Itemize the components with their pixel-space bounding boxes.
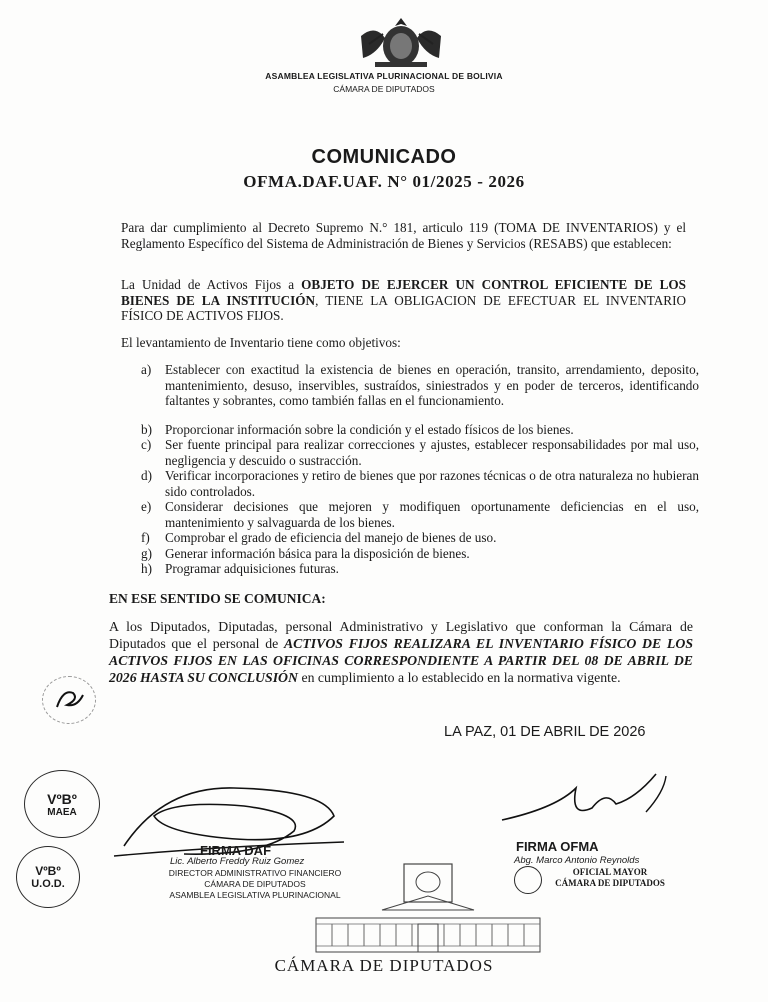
- objectives-intro: El levantamiento de Inventario tiene como objetivos:: [121, 335, 401, 350]
- ofma-role-line: CÁMARA DE DIPUTADOS: [555, 877, 665, 888]
- objective-item: [141, 468, 701, 499]
- obligation-paragraph: [121, 277, 686, 324]
- objective-item: [141, 499, 701, 530]
- objective-item: [141, 530, 701, 546]
- vobo-maea-mark: VºBº: [47, 790, 77, 807]
- daf-role-line: CÁMARA DE DIPUTADOS: [204, 879, 306, 889]
- objective-letter: d): [141, 468, 152, 483]
- objective-letter: e): [141, 499, 152, 514]
- objective-item: [141, 561, 701, 577]
- objective-text: Ser fuente principal para realizar correcciones y ajustes, establecer responsabilidades por mal uso, negligencia y descuido o sustracción.: [165, 437, 699, 468]
- daf-signature-label: FIRMA DAF: [200, 843, 272, 858]
- objective-text: Programar adquisiciones futuras.: [165, 561, 339, 576]
- intro-paragraph: Para dar cumplimiento al Decreto Supremo N.° 181, articulo 119 (TOMA DE INVENTARIOS) y el Reglamento Específico del Sistema de Administración de Bienes y Servicios (RESABS) que establecen:: [121, 220, 686, 251]
- objective-item: [141, 437, 701, 468]
- vobo-maea-stamp: [24, 770, 100, 838]
- objective-text: Generar información básica para la disposición de bienes.: [165, 546, 470, 561]
- obligation-bold: OBJETO DE EJERCER UN CONTROL EFICIENTE DE LOS BIENES DE LA INSTITUCIÓN: [121, 277, 687, 308]
- document-title: COMUNICADO: [311, 146, 457, 168]
- objective-text: Establecer con exactitud la existencia de bienes en operación, transito, arrendamiento, deposito, mantenimiento, desuso, inservibles, sustraídos, siniestrados y en poder de terceros, identificando faltantes y sobrantes, como también fallas en el funcionamiento.: [165, 362, 699, 408]
- announcement-prefix: A los Diputados, Diputadas, personal Administrativo y Legislativo que conforman la Cámara de Diputados que el personal de: [109, 619, 693, 651]
- assembly-name: ASAMBLEA LEGISLATIVA PLURINACIONAL DE BOLIVIA: [265, 71, 503, 81]
- daf-role-line: ASAMBLEA LEGISLATIVA PLURINACIONAL: [169, 890, 341, 900]
- objective-letter: b): [141, 422, 152, 437]
- objective-text: Proporcionar información sobre la condición y el estado físicos de los bienes.: [165, 422, 574, 437]
- document-date: LA PAZ, 01 DE ABRIL DE 2026: [444, 724, 646, 740]
- objective-letter: a): [141, 362, 152, 377]
- objective-letter: h): [141, 561, 152, 576]
- ofma-signature-label: FIRMA OFMA: [516, 839, 599, 854]
- coat-of-arms-icon: [355, 14, 447, 74]
- daf-signer-name: Lic. Alberto Freddy Ruiz Gomez: [170, 856, 305, 867]
- congress-building-icon: [312, 860, 544, 960]
- ofma-signer-role: [540, 867, 680, 888]
- obligation-prefix: La Unidad de Activos Fijos a: [121, 277, 302, 292]
- obligation-suffix: , TIENE LA OBLIGACION DE EFECTUAR EL INVENTARIO FÍSICO DE ACTIVOS FIJOS.: [121, 292, 686, 323]
- objective-text: Comprobar el grado de eficiencia del manejo de bienes de uso.: [165, 530, 497, 545]
- objective-item: [141, 422, 701, 438]
- objective-text: Considerar decisiones que mejoren y modifiquen oportunamente deficiencias en el uso, mantenimiento y salvaguarda de los bienes.: [165, 499, 699, 530]
- ofma-signer-name: Abg. Marco Antonio Reynolds: [514, 855, 640, 866]
- chamber-name: CÁMARA DE DIPUTADOS: [333, 84, 435, 94]
- document-code: OFMA.DAF.UAF. N° 01/2025 - 2026: [243, 172, 525, 191]
- objective-item: [141, 546, 701, 562]
- announcement-suffix: en cumplimiento a lo establecido en la normativa vigente.: [298, 670, 621, 685]
- announcement-bold: ACTIVOS FIJOS REALIZARA EL INVENTARIO FÍSICO DE LOS ACTIVOS FIJOS EN LAS OFICINAS CORRESPONDIENTE A PARTIR DEL 08 DE ABRIL DE 2026 HASTA SU CONCLUSIÓN: [109, 636, 693, 685]
- objective-item: [141, 362, 701, 409]
- vobo-maea-label: MAEA: [47, 806, 77, 818]
- handwritten-initials-icon: [49, 685, 89, 715]
- objective-letter: g): [141, 546, 152, 561]
- vobo-uod-mark: VºBº: [35, 864, 61, 878]
- initials-stamp: [42, 676, 96, 724]
- announcement-paragraph: [109, 618, 693, 686]
- ofma-signature: [496, 768, 676, 840]
- ofma-role-line: OFICIAL MAYOR: [572, 867, 648, 877]
- vobo-uod-label: U.O.D.: [31, 878, 65, 890]
- objective-text: Verificar incorporaciones y retiro de bienes que por razones técnicas o de otra naturaleza no hubieran sido controlados.: [165, 468, 699, 499]
- footer-chamber: CÁMARA DE DIPUTADOS: [274, 956, 494, 975]
- objective-letter: f): [141, 530, 150, 545]
- section-heading: EN ESE SENTIDO SE COMUNICA:: [109, 591, 326, 606]
- vobo-uod-stamp: [16, 846, 80, 908]
- objective-letter: c): [141, 437, 152, 452]
- daf-role-line: DIRECTOR ADMINISTRATIVO FINANCIERO: [168, 868, 342, 878]
